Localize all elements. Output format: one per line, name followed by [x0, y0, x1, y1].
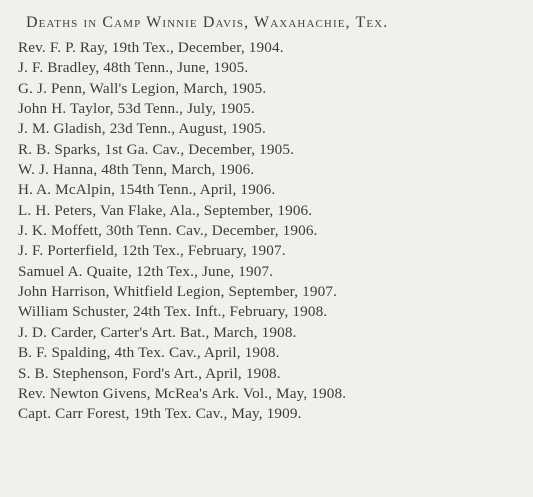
death-entry: Rev. F. P. Ray, 19th Tex., December, 1904. — [18, 39, 284, 56]
death-entry: H. A. McAlpin, 154th Tenn., April, 1906. — [18, 181, 276, 199]
death-entry: J. K. Moffett, 30th Tenn. Cav., December, 1906. — [18, 222, 318, 240]
death-entry: J. F. Bradley, 48th Tenn., June, 1905. — [18, 59, 249, 77]
death-entry: J. D. Carder, Carter's Art. Bat., March, 1908. — [18, 323, 297, 341]
death-entry: John H. Taylor, 53d Tenn., July, 1905. — [18, 100, 255, 118]
death-entry: Samuel A. Quaite, 12th Tex., June, 1907. — [18, 262, 274, 280]
death-entry: William Schuster, 24th Tex. Inft., February, 1908. — [18, 303, 328, 321]
document-title: Deaths in Camp Winnie Davis, Waxahachie, Tex. — [26, 14, 389, 31]
death-entry: B. F. Spalding, 4th Tex. Cav., April, 1908. — [18, 344, 280, 362]
death-entry: W. J. Hanna, 48th Tenn, March, 1906. — [18, 161, 255, 179]
death-entry: John Harrison, Whitfield Legion, September, 1907. — [18, 283, 338, 301]
death-entry: J. M. Gladish, 23d Tenn., August, 1905. — [18, 120, 266, 138]
death-entry: Capt. Carr Forest, 19th Tex. Cav., May, 1909. — [18, 405, 302, 423]
death-entry: J. F. Porterfield, 12th Tex., February, 1907. — [18, 242, 286, 260]
death-entry: G. J. Penn, Wall's Legion, March, 1905. — [18, 79, 267, 97]
death-entry: R. B. Sparks, 1st Ga. Cav., December, 1905. — [18, 140, 295, 158]
death-entry: Rev. Newton Givens, McRea's Ark. Vol., May, 1908. — [18, 384, 347, 402]
death-entry: L. H. Peters, Van Flake, Ala., September, 1906. — [18, 201, 313, 219]
death-entry: S. B. Stephenson, Ford's Art., April, 1908. — [18, 364, 281, 382]
deaths-list — [18, 38, 521, 425]
